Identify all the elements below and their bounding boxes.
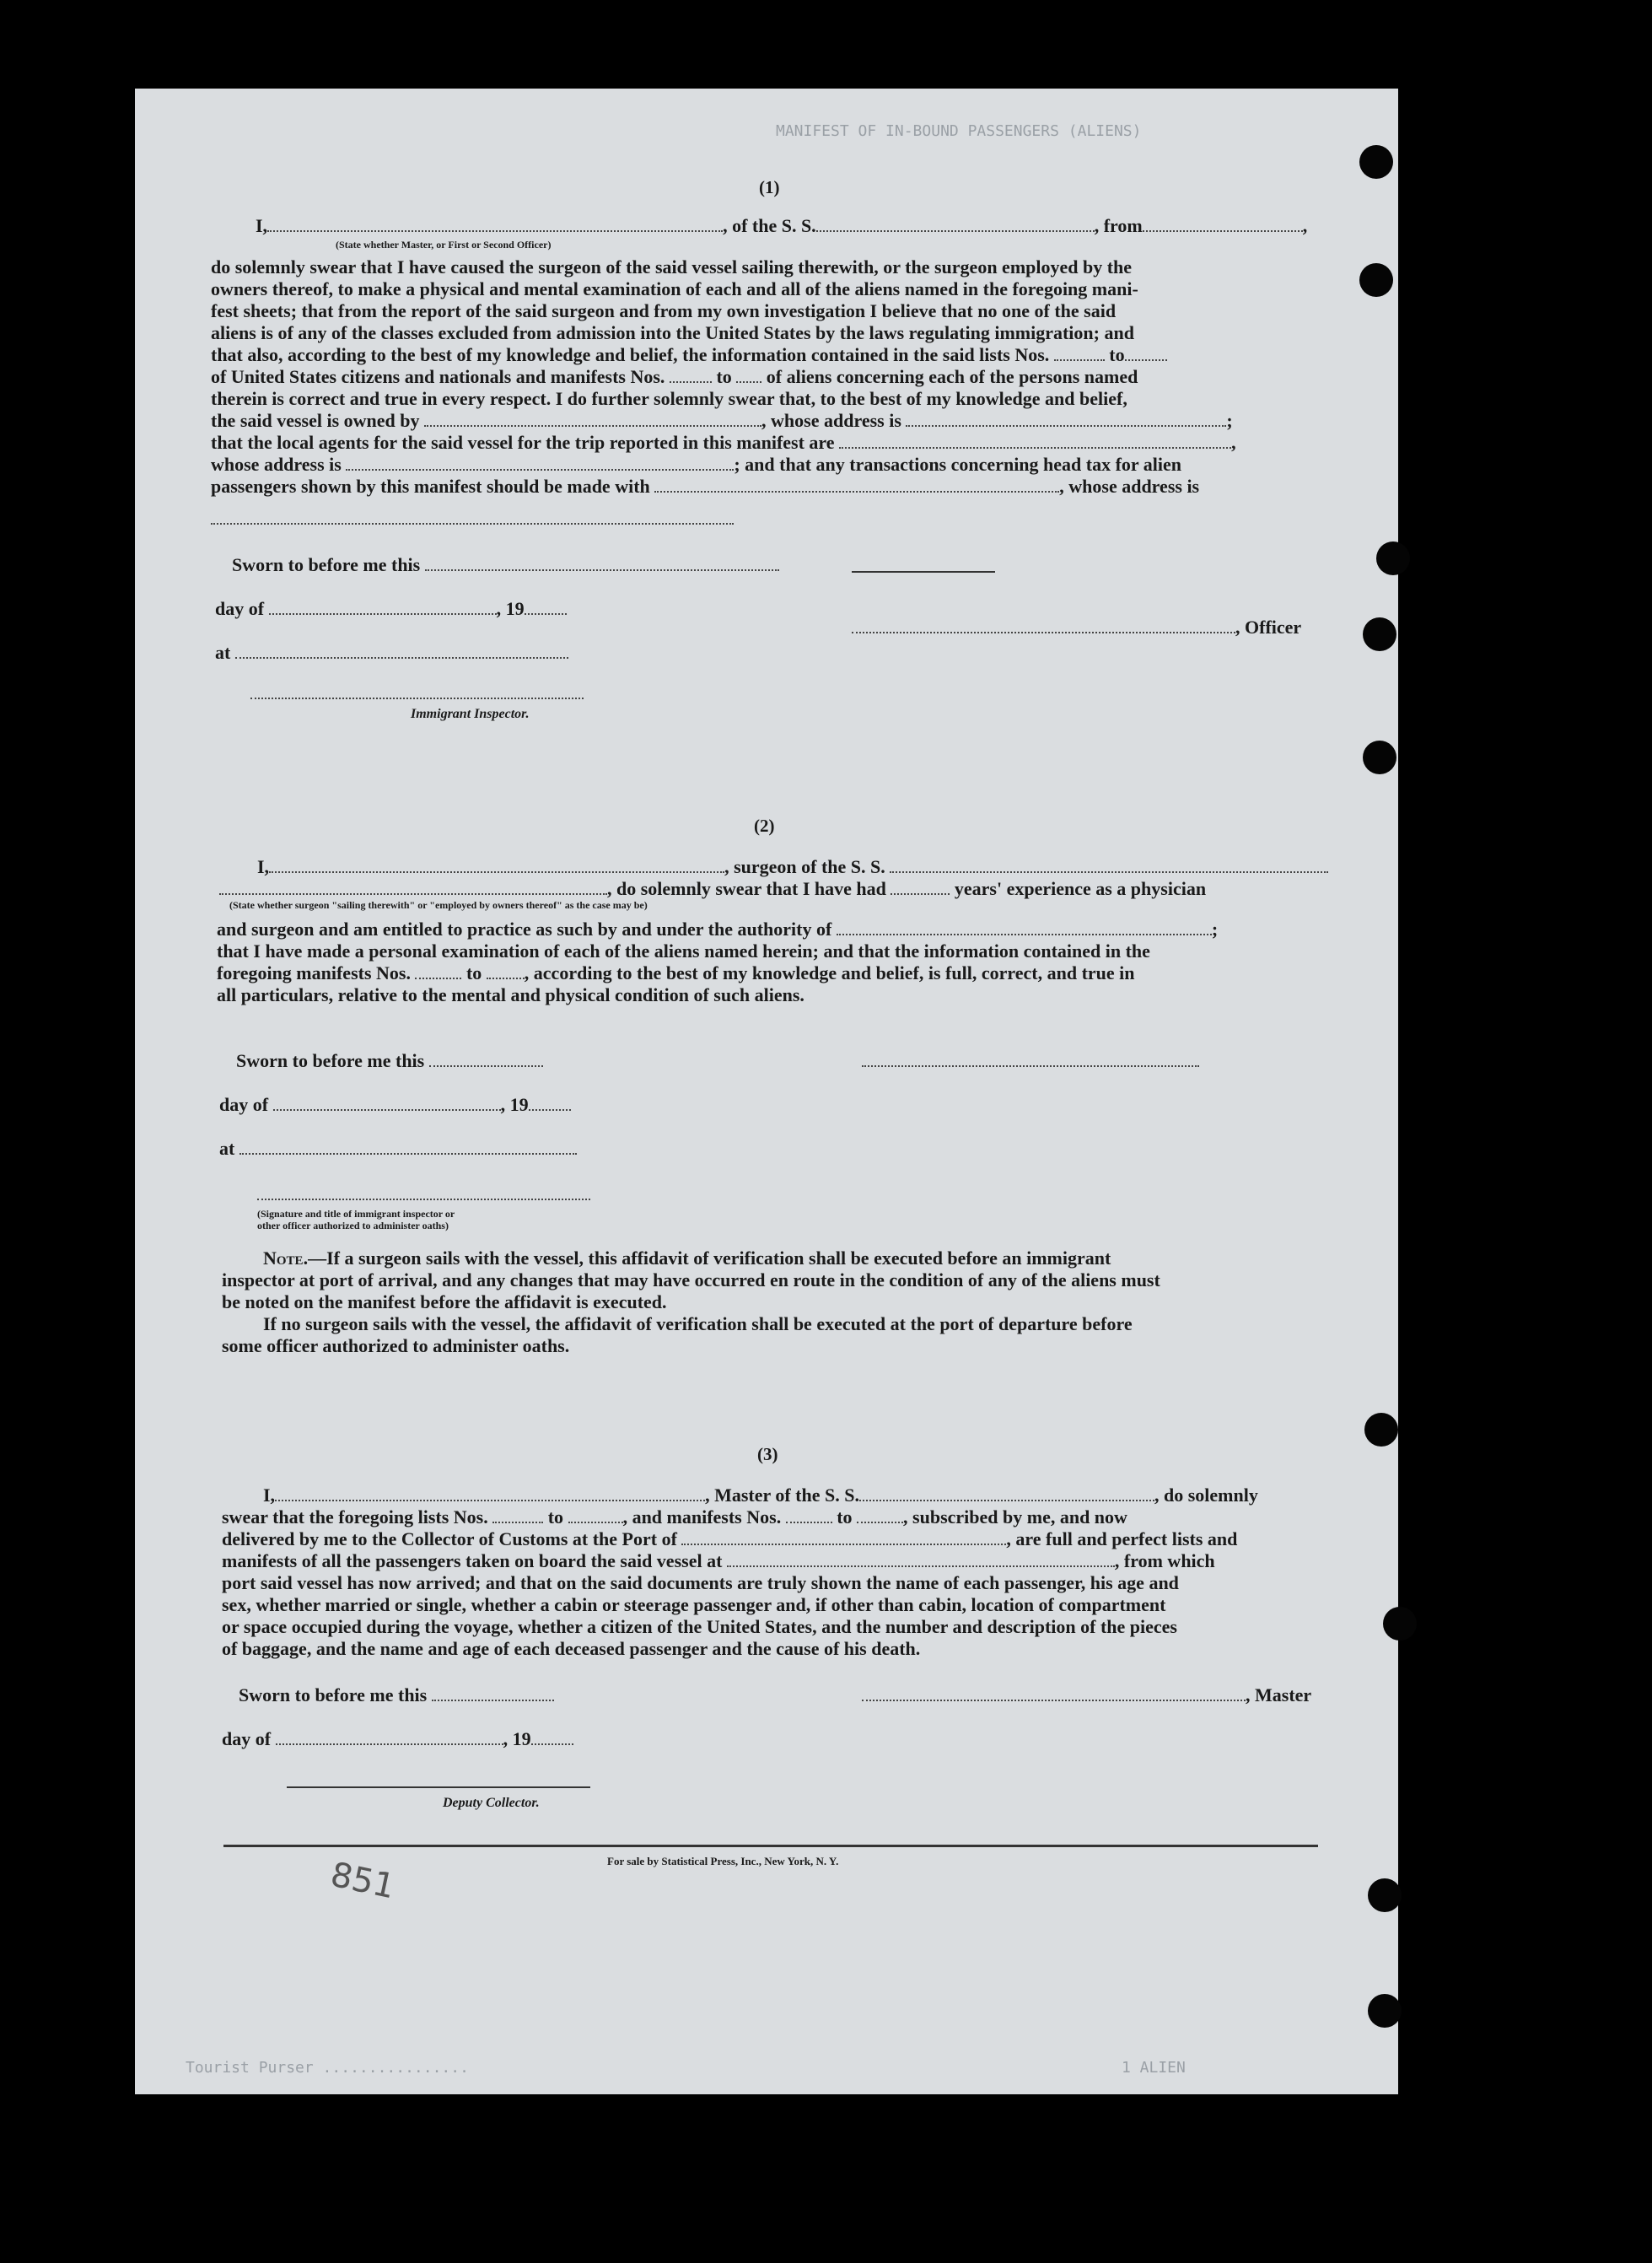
sworn-date-field[interactable] xyxy=(425,554,779,571)
binder-hole xyxy=(1383,1607,1417,1641)
s3-sworn-date-field[interactable] xyxy=(432,1684,554,1701)
master-signature-field[interactable] xyxy=(862,1684,1246,1701)
printer-credit: For sale by Statistical Press, Inc., New York, N. Y. xyxy=(607,1855,839,1867)
s2-sworn-date-field[interactable] xyxy=(429,1050,543,1067)
s1-para-line: fest sheets; that from the report of the said surgeon and from my own investigation I believe that no one of the said xyxy=(211,300,1117,321)
owner-address-field[interactable] xyxy=(906,410,1226,427)
s2-manifests-to-field[interactable] xyxy=(487,962,525,979)
s3-lists-from-field[interactable] xyxy=(492,1506,543,1523)
s3-manifests-from-field[interactable] xyxy=(786,1506,832,1523)
day-field[interactable] xyxy=(269,598,497,615)
section-1-number: (1) xyxy=(759,177,780,197)
collector-signature-field[interactable] xyxy=(287,1786,590,1788)
surgeon-status-field[interactable] xyxy=(219,878,607,895)
section-3-number: (3) xyxy=(757,1444,778,1464)
agents-address-field[interactable] xyxy=(346,454,734,471)
s1-day-line: day of , 19 xyxy=(215,598,567,620)
surgeon-signature-field[interactable] xyxy=(862,1065,1199,1067)
s3-day-field[interactable] xyxy=(276,1728,503,1745)
s2-sig-note: (Signature and title of immigrant inspector or xyxy=(257,1208,455,1220)
binder-hole xyxy=(1368,1994,1402,2028)
s1-at-line: at xyxy=(215,642,568,664)
s2-line2: , do solemnly swear that I have had years' experience as a physician xyxy=(219,878,1206,900)
s2-note-line: some officer authorized to administer oaths. xyxy=(222,1335,570,1356)
arrival-port-field[interactable] xyxy=(681,1528,1006,1545)
departure-port-field[interactable] xyxy=(1143,215,1303,232)
manifests-from-field[interactable] xyxy=(670,366,712,383)
s2-para-line: foregoing manifests Nos. to , according to the best of my knowledge and belief, is full, correct, and true in xyxy=(217,962,1135,983)
s2-surgeon-note: (State whether surgeon "sailing therewith" or "employed by owners thereof" as the case may be) xyxy=(229,899,648,911)
s2-inspector-signature-field[interactable] xyxy=(257,1199,590,1200)
s2-manifests-from-field[interactable] xyxy=(415,962,461,979)
inspector-signature-field[interactable] xyxy=(250,698,584,699)
s3-para-line: of baggage, and the name and age of each deceased passenger and the cause of his death. xyxy=(222,1638,921,1659)
binder-hole xyxy=(1364,1413,1398,1447)
s1-para-line: the said vessel is owned by , whose address is ; xyxy=(211,410,1233,431)
s3-line1: I, , Master of the S. S. , do solemnly xyxy=(263,1484,1258,1506)
s3-vessel-field[interactable] xyxy=(859,1484,1154,1501)
s1-para-line: do solemnly swear that I have caused the surgeon of the said vessel sailing therewith, or the surgeon employed by the xyxy=(211,256,1133,277)
bleed-through-text: Tourist Purser ................ xyxy=(186,2059,469,2077)
lists-from-field[interactable] xyxy=(1054,344,1105,361)
s3-para-line: sex, whether married or single, whether a cabin or steerage passenger and, if other than cabin, location of compartment xyxy=(222,1594,1166,1615)
s3-master-name-field[interactable] xyxy=(275,1484,705,1501)
s3-year-field[interactable] xyxy=(531,1728,573,1745)
practice-authority-field[interactable] xyxy=(837,919,1212,935)
s2-day-field[interactable] xyxy=(273,1094,501,1111)
s1-para-line: aliens is of any of the classes excluded from admission into the United States by the laws regulating immigration; and xyxy=(211,322,1134,343)
s1-para-line: of United States citizens and nationals and manifests Nos. to of aliens concerning each of the persons named xyxy=(211,366,1138,387)
s2-year-field[interactable] xyxy=(529,1094,571,1111)
officer-signature-field[interactable] xyxy=(852,617,1235,633)
s1-para-line: that also, according to the best of my knowledge and belief, the information contained in the said lists Nos. to xyxy=(211,344,1167,366)
signature-rule xyxy=(852,571,995,573)
s3-para-line: delivered by me to the Collector of Customs at the Port of , are full and perfect lists and xyxy=(222,1528,1238,1549)
bleed-through-text: 1 ALIEN xyxy=(1122,2059,1186,2077)
manifest-back-page xyxy=(135,89,1398,2094)
s3-lists-to-field[interactable] xyxy=(568,1506,623,1523)
s2-sworn-line: Sworn to before me this xyxy=(236,1050,543,1072)
s1-para-line: whose address is ; and that any transactions concerning head tax for alien xyxy=(211,454,1182,475)
s3-master-line: , Master xyxy=(862,1684,1311,1706)
handwritten-number: 851 xyxy=(327,1855,399,1907)
manifests-to-field[interactable] xyxy=(736,366,761,383)
head-tax-address-field[interactable] xyxy=(211,523,734,525)
master-name-field[interactable] xyxy=(267,215,723,232)
s3-day-line: day of , 19 xyxy=(222,1728,573,1750)
place-field[interactable] xyxy=(235,642,568,659)
s2-note-line: Note.—If a surgeon sails with the vessel, this affidavit of verification shall be executed before an immigrant xyxy=(263,1247,1111,1269)
s2-para-line: all particulars, relative to the mental and physical condition of such aliens. xyxy=(217,984,804,1005)
s1-para-line: owners thereof, to make a physical and mental examination of each and all of the aliens named in the foregoing mani- xyxy=(211,278,1138,299)
s2-para-line: and surgeon and am entitled to practice as such by and under the authority of ; xyxy=(217,919,1219,940)
binder-hole xyxy=(1376,542,1410,575)
year-field[interactable] xyxy=(525,598,567,615)
s3-para-line: manifests of all the passengers taken on board the said vessel at , from which xyxy=(222,1550,1215,1571)
bleed-through-text: MANIFEST OF IN-BOUND PASSENGERS (ALIENS) xyxy=(776,122,1142,140)
s1-officer-line: , Officer xyxy=(852,617,1301,638)
surgeon-vessel-field[interactable] xyxy=(890,856,1328,873)
surgeon-name-field[interactable] xyxy=(269,856,724,873)
s1-para-line: therein is correct and true in every respect. I do further solemnly swear that, to the best of my knowledge and belief, xyxy=(211,388,1127,409)
binder-hole xyxy=(1363,617,1396,651)
head-tax-contact-field[interactable] xyxy=(654,476,1059,493)
s1-sworn-line: Sworn to before me this xyxy=(232,554,779,576)
s2-para-line: that I have made a personal examination of each of the aliens named herein; and that the information contained in the xyxy=(217,940,1150,962)
immigrant-inspector-label: Immigrant Inspector. xyxy=(411,707,530,721)
owner-field[interactable] xyxy=(424,410,761,427)
embarkation-port-field[interactable] xyxy=(727,1550,1115,1567)
s3-para-line: or space occupied during the voyage, whether a citizen of the United States, and the number and description of the pieces xyxy=(222,1616,1177,1637)
s3-manifests-to-field[interactable] xyxy=(857,1506,903,1523)
s1-line1: I, , of the S. S. , from , xyxy=(256,215,1308,236)
s2-note-line: inspector at port of arrival, and any changes that may have occurred en route in the condition of any of the aliens must xyxy=(222,1269,1160,1290)
s2-line1: I, , surgeon of the S. S. xyxy=(257,856,1328,878)
binder-hole xyxy=(1368,1878,1402,1912)
s3-para-line: port said vessel has now arrived; and that on the said documents are truly shown the name of each passenger, his age and xyxy=(222,1572,1179,1593)
lists-to-field[interactable] xyxy=(1125,344,1167,361)
s2-sig-note: other officer authorized to administer oaths) xyxy=(257,1220,449,1231)
binder-hole xyxy=(1363,741,1396,774)
years-experience-field[interactable] xyxy=(891,878,950,895)
binder-hole xyxy=(1359,145,1393,179)
binder-hole xyxy=(1359,263,1393,297)
deputy-collector-label: Deputy Collector. xyxy=(443,1796,540,1810)
s1-para-line: that the local agents for the said vessel for the trip reported in this manifest are , xyxy=(211,432,1236,453)
vessel-name-field[interactable] xyxy=(816,215,1095,232)
section-2-number: (2) xyxy=(754,816,775,836)
local-agents-field[interactable] xyxy=(839,432,1231,449)
s1-master-note: (State whether Master, or First or Second Officer) xyxy=(336,239,552,251)
s1-para-line: passengers shown by this manifest should be made with , whose address is xyxy=(211,476,1200,497)
s3-sworn-line: Sworn to before me this xyxy=(239,1684,554,1706)
s3-para-line: swear that the foregoing lists Nos. to , and manifests Nos. to , subscribed by me, and now xyxy=(222,1506,1127,1528)
footer-divider xyxy=(223,1845,1318,1847)
s2-note-line: If no surgeon sails with the vessel, the affidavit of verification shall be executed at the port of departure before xyxy=(263,1313,1133,1334)
s2-note-line: be noted on the manifest before the affidavit is executed. xyxy=(222,1291,667,1312)
s2-day-line: day of , 19 xyxy=(219,1094,571,1116)
s2-at-line: at xyxy=(219,1138,577,1160)
s2-place-field[interactable] xyxy=(239,1138,577,1155)
